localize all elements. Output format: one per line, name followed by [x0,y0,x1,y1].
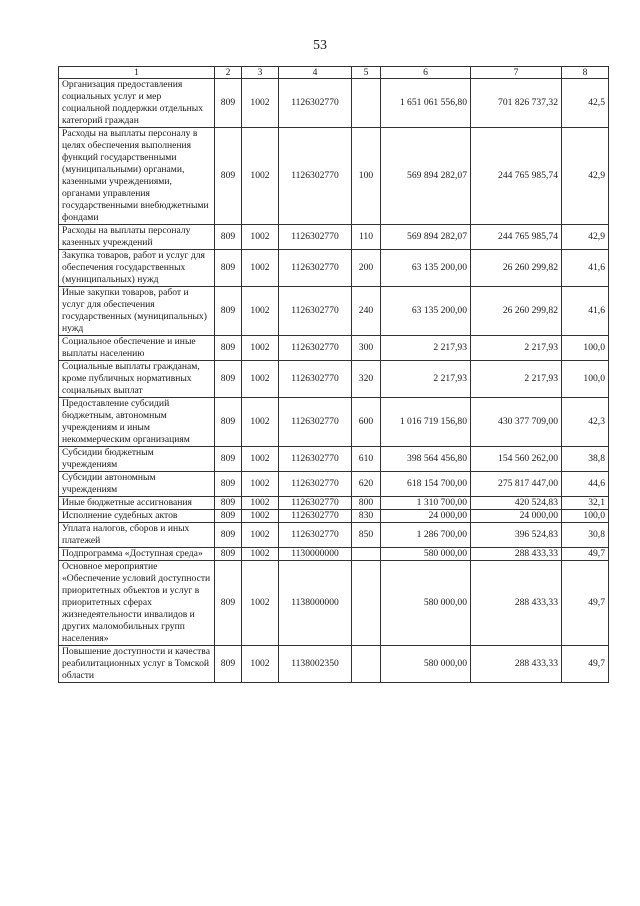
table-row [59,646,609,683]
section-code-cell: 1002 [242,250,279,287]
admin-code-cell: 809 [215,398,242,447]
table-row [59,548,609,561]
row-name-cell: Основное мероприятие «Обеспечение условий доступности приоритетных объектов и услуг в приоритетных сферах жизнедеятельности инвалидов и других маломобильных групп населения» [59,561,215,646]
target-article-cell: 1126302770 [279,225,352,250]
table-row [59,250,609,287]
table-row [59,447,609,472]
admin-code-cell: 809 [215,548,242,561]
planned-amount-cell: 1 286 700,00 [381,523,471,548]
executed-amount-cell: 288 433,33 [471,646,562,683]
expense-type-cell: 200 [352,250,381,287]
expense-type-cell [352,561,381,646]
target-article-cell: 1126302770 [279,79,352,128]
expense-type-cell: 610 [352,447,381,472]
execution-percent-cell: 100,0 [562,510,609,523]
execution-percent-cell: 100,0 [562,336,609,361]
planned-amount-cell: 63 135 200,00 [381,287,471,336]
planned-amount-cell: 2 217,93 [381,336,471,361]
executed-amount-cell: 24 000,00 [471,510,562,523]
table-row [59,79,609,128]
executed-amount-cell: 154 560 262,00 [471,447,562,472]
expense-type-cell: 320 [352,361,381,398]
admin-code-cell: 809 [215,336,242,361]
executed-amount-cell: 244 765 985,74 [471,128,562,225]
admin-code-cell: 809 [215,561,242,646]
execution-percent-cell: 30,8 [562,523,609,548]
section-code-cell: 1002 [242,225,279,250]
row-name-cell: Расходы на выплаты персоналу в целях обеспечения выполнения функций государственными (муниципальными) органами, казенными учреждениями, органами управления государственными внебюджетными фондами [59,128,215,225]
admin-code-cell: 809 [215,510,242,523]
executed-amount-cell: 244 765 985,74 [471,225,562,250]
planned-amount-cell: 569 894 282,07 [381,128,471,225]
execution-percent-cell: 41,6 [562,250,609,287]
expense-type-cell: 600 [352,398,381,447]
executed-amount-cell: 2 217,93 [471,336,562,361]
target-article-cell: 1126302770 [279,361,352,398]
column-header: 4 [279,67,352,79]
column-header: 3 [242,67,279,79]
admin-code-cell: 809 [215,250,242,287]
admin-code-cell: 809 [215,79,242,128]
admin-code-cell: 809 [215,361,242,398]
execution-percent-cell: 32,1 [562,497,609,510]
executed-amount-cell: 26 260 299,82 [471,287,562,336]
row-name-cell: Закупка товаров, работ и услуг для обеспечения государственных (муниципальных) нужд [59,250,215,287]
section-code-cell: 1002 [242,128,279,225]
table-row [59,472,609,497]
expense-type-cell: 300 [352,336,381,361]
budget-table [58,66,609,683]
planned-amount-cell: 618 154 700,00 [381,472,471,497]
table-row [59,561,609,646]
section-code-cell: 1002 [242,398,279,447]
planned-amount-cell: 2 217,93 [381,361,471,398]
planned-amount-cell: 1 016 719 156,80 [381,398,471,447]
planned-amount-cell: 1 310 700,00 [381,497,471,510]
target-article-cell: 1126302770 [279,497,352,510]
header-row [59,67,609,79]
planned-amount-cell: 1 651 061 556,80 [381,79,471,128]
target-article-cell: 1138000000 [279,561,352,646]
row-name-cell: Уплата налогов, сборов и иных платежей [59,523,215,548]
row-name-cell: Социальное обеспечение и иные выплаты населению [59,336,215,361]
row-name-cell: Расходы на выплаты персоналу казенных учреждений [59,225,215,250]
row-name-cell: Социальные выплаты гражданам, кроме публичных нормативных социальных выплат [59,361,215,398]
section-code-cell: 1002 [242,336,279,361]
expense-type-cell: 620 [352,472,381,497]
column-header: 2 [215,67,242,79]
expense-type-cell: 100 [352,128,381,225]
planned-amount-cell: 398 564 456,80 [381,447,471,472]
admin-code-cell: 809 [215,646,242,683]
table-row [59,398,609,447]
row-name-cell: Предоставление субсидий бюджетным, автономным учреждениям и иным некоммерческим организациям [59,398,215,447]
row-name-cell: Подпрограмма «Доступная среда» [59,548,215,561]
expense-type-cell [352,548,381,561]
planned-amount-cell: 580 000,00 [381,548,471,561]
admin-code-cell: 809 [215,523,242,548]
section-code-cell: 1002 [242,561,279,646]
column-header: 8 [562,67,609,79]
table-row [59,510,609,523]
admin-code-cell: 809 [215,287,242,336]
table-row [59,287,609,336]
execution-percent-cell: 49,7 [562,646,609,683]
expense-type-cell [352,79,381,128]
section-code-cell: 1002 [242,646,279,683]
column-header: 6 [381,67,471,79]
planned-amount-cell: 580 000,00 [381,561,471,646]
target-article-cell: 1126302770 [279,398,352,447]
expense-type-cell: 800 [352,497,381,510]
row-name-cell: Иные закупки товаров, работ и услуг для обеспечения государственных (муниципальных) нужд [59,287,215,336]
column-header: 5 [352,67,381,79]
row-name-cell: Организация предоставления социальных услуг и мер социальной поддержки отдельных категорий граждан [59,79,215,128]
table-row [59,523,609,548]
expense-type-cell: 110 [352,225,381,250]
row-name-cell: Субсидии бюджетным учреждениям [59,447,215,472]
expense-type-cell: 850 [352,523,381,548]
executed-amount-cell: 2 217,93 [471,361,562,398]
target-article-cell: 1126302770 [279,287,352,336]
executed-amount-cell: 288 433,33 [471,561,562,646]
admin-code-cell: 809 [215,225,242,250]
section-code-cell: 1002 [242,548,279,561]
section-code-cell: 1002 [242,79,279,128]
row-name-cell: Субсидии автономным учреждениям [59,472,215,497]
row-name-cell: Иные бюджетные ассигнования [59,497,215,510]
target-article-cell: 1126302770 [279,250,352,287]
table-body [59,79,609,683]
planned-amount-cell: 24 000,00 [381,510,471,523]
target-article-cell: 1130000000 [279,548,352,561]
section-code-cell: 1002 [242,472,279,497]
section-code-cell: 1002 [242,287,279,336]
table-row [59,225,609,250]
section-code-cell: 1002 [242,497,279,510]
target-article-cell: 1126302770 [279,336,352,361]
target-article-cell: 1126302770 [279,472,352,497]
execution-percent-cell: 42,5 [562,79,609,128]
admin-code-cell: 809 [215,472,242,497]
executed-amount-cell: 26 260 299,82 [471,250,562,287]
column-header: 7 [471,67,562,79]
planned-amount-cell: 63 135 200,00 [381,250,471,287]
execution-percent-cell: 49,7 [562,561,609,646]
table-row [59,497,609,510]
table-row [59,336,609,361]
execution-percent-cell: 44,6 [562,472,609,497]
target-article-cell: 1126302770 [279,447,352,472]
executed-amount-cell: 420 524,83 [471,497,562,510]
admin-code-cell: 809 [215,447,242,472]
execution-percent-cell: 42,9 [562,225,609,250]
executed-amount-cell: 288 433,33 [471,548,562,561]
target-article-cell: 1126302770 [279,128,352,225]
execution-percent-cell: 100,0 [562,361,609,398]
target-article-cell: 1126302770 [279,523,352,548]
table-row [59,128,609,225]
execution-percent-cell: 38,8 [562,447,609,472]
expense-type-cell: 240 [352,287,381,336]
target-article-cell: 1126302770 [279,510,352,523]
executed-amount-cell: 275 817 447,00 [471,472,562,497]
section-code-cell: 1002 [242,523,279,548]
expense-type-cell [352,646,381,683]
admin-code-cell: 809 [215,497,242,510]
planned-amount-cell: 569 894 282,07 [381,225,471,250]
execution-percent-cell: 41,6 [562,287,609,336]
admin-code-cell: 809 [215,128,242,225]
execution-percent-cell: 42,9 [562,128,609,225]
execution-percent-cell: 42,3 [562,398,609,447]
row-name-cell: Исполнение судебных актов [59,510,215,523]
executed-amount-cell: 396 524,83 [471,523,562,548]
page-number: 53 [313,38,327,53]
row-name-cell: Повышение доступности и качества реабилитационных услуг в Томской области [59,646,215,683]
executed-amount-cell: 701 826 737,32 [471,79,562,128]
table-row [59,361,609,398]
expense-type-cell: 830 [352,510,381,523]
column-header: 1 [59,67,215,79]
section-code-cell: 1002 [242,447,279,472]
section-code-cell: 1002 [242,510,279,523]
target-article-cell: 1138002350 [279,646,352,683]
executed-amount-cell: 430 377 709,00 [471,398,562,447]
section-code-cell: 1002 [242,361,279,398]
execution-percent-cell: 49,7 [562,548,609,561]
planned-amount-cell: 580 000,00 [381,646,471,683]
